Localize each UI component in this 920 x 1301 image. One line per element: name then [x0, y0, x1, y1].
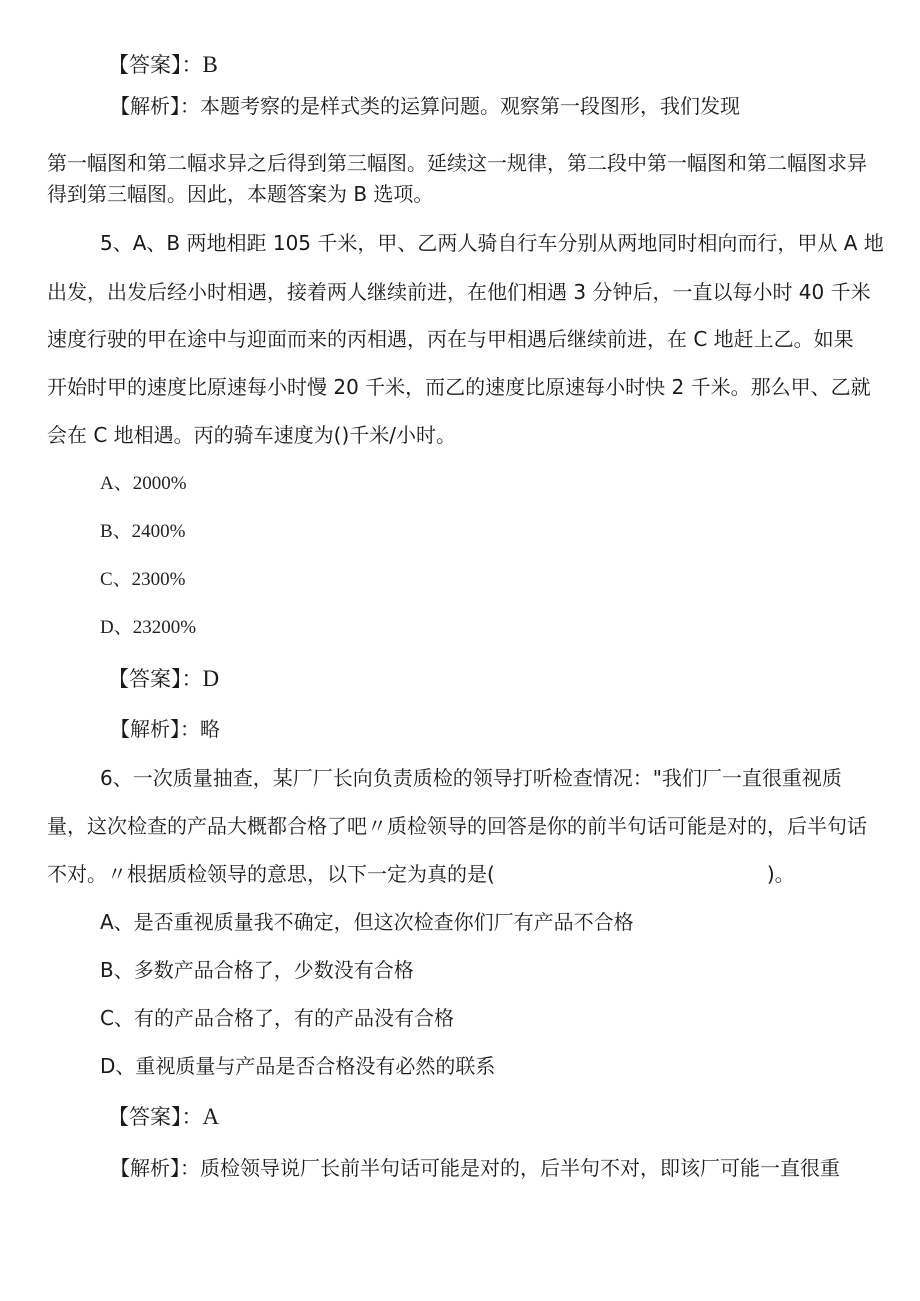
q6-stem-line-3	[47, 861, 795, 887]
q6-analysis: 【解析】：质检领导说厂长前半句话可能是对的，后半句不对，即该厂可能一直很重	[110, 1156, 840, 1180]
q6-option-b: B、多数产品合格了，少数没有合格	[100, 958, 414, 982]
q5-option-b: B、2400%	[100, 521, 186, 542]
q5-option-a: A、2000%	[100, 473, 187, 494]
q6-stem-line-3-end: )。	[766, 862, 795, 886]
q5-answer	[108, 666, 219, 692]
q6-option-d: D、重视质量与产品是否合格没有必然的联系	[100, 1054, 496, 1078]
q5-stem-line-3: 速度行驶的甲在途中与迎面而来的丙相遇，丙在与甲相遇后继续前进，在 C 地赶上乙。如果	[47, 327, 854, 351]
q5-option-c: C、2300%	[100, 569, 186, 590]
q4-answer	[108, 52, 218, 78]
q5-stem-line-2: 出发，出发后经小时相遇，接着两人继续前进，在他们相遇 3 分钟后，一直以每小时 40 千米	[47, 280, 871, 304]
q5-option-d: D、23200%	[100, 617, 197, 638]
q5-stem-line-4: 开始时甲的速度比原速每小时慢 20 千米，而乙的速度比原速每小时快 2 千米。那么甲、乙就	[47, 375, 871, 399]
q4-analysis-line-3: 得到第三幅图。因此，本题答案为 B 选项。	[47, 182, 434, 206]
q6-option-c: C、有的产品合格了，有的产品没有合格	[100, 1006, 454, 1030]
q6-stem-line-3-start: 不对。〃根据质检领导的意思，以下一定为真的是(	[47, 862, 495, 886]
q4-analysis-line-1: 【解析】：本题考察的是样式类的运算问题。观察第一段图形，我们发现	[110, 94, 740, 118]
answer-value: A	[202, 1104, 220, 1129]
answer-label: 【答案】：	[108, 53, 203, 77]
q6-option-a: A、是否重视质量我不确定，但这次检查你们厂有产品不合格	[100, 910, 634, 934]
answer-label: 【答案】：	[108, 1105, 203, 1129]
q5-stem-line-5: 会在 C 地相遇。丙的骑车速度为()千米/小时。	[47, 423, 457, 447]
q5-stem-line-1: 5、A、B 两地相距 105 千米，甲、乙两人骑自行车分别从两地同时相向而行，甲从 A 地	[100, 231, 884, 255]
q6-stem-line-1: 6、一次质量抽查，某厂厂长向负责质检的领导打听检查情况："我们厂一直很重视质	[100, 766, 842, 790]
q4-analysis-line-2: 第一幅图和第二幅求异之后得到第三幅图。延续这一规律，第二段中第一幅图和第二幅图求异	[47, 151, 867, 175]
answer-value: D	[202, 666, 220, 691]
q5-analysis: 【解析】：略	[110, 717, 220, 741]
answer-label: 【答案】：	[108, 667, 203, 691]
answer-value: B	[202, 52, 218, 77]
q6-stem-line-2: 量，这次检查的产品大概都合格了吧〃质检领导的回答是你的前半句话可能是对的，后半句话	[47, 814, 867, 838]
q6-answer	[108, 1104, 219, 1130]
